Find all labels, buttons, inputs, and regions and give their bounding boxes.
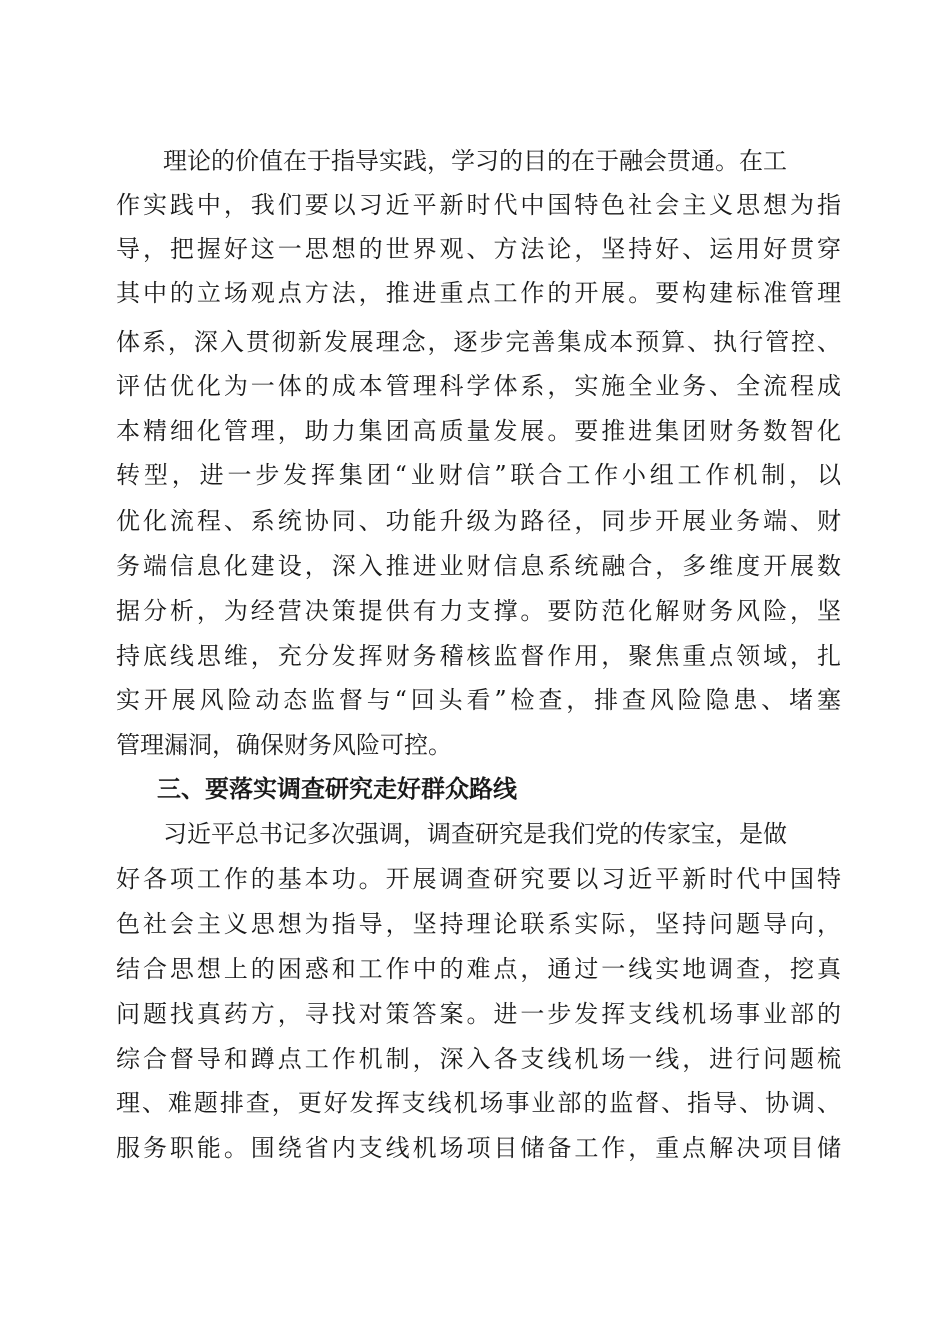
paragraph-1-line-5: 体系，深入贯彻新发展理念，逐步完善集成本预算、执行管控、	[116, 328, 841, 356]
paragraph-2-line-8: 服务职能。围绕省内支线机场项目储备工作，重点解决项目储	[116, 1134, 841, 1162]
paragraph-1-line-11: 据分析，为经营决策提供有力支撑。要防范化解财务风险，坚	[116, 597, 841, 625]
paragraph-1-line-3: 导，把握好这一思想的世界观、方法论，坚持好、运用好贯穿	[116, 235, 841, 263]
paragraph-1-line-1: 理论的价值在于指导实践，学习的目的在于融会贯通。在工	[163, 147, 787, 175]
paragraph-2-line-3: 色社会主义思想为指导，坚持理论联系实际，坚持问题导向，	[116, 910, 841, 938]
paragraph-1-line-6: 评估优化为一体的成本管理科学体系，实施全业务、全流程成	[116, 372, 841, 400]
paragraph-1-line-8: 转型，进一步发挥集团“业财信”联合工作小组工作机制，以	[116, 461, 841, 489]
paragraph-1-line-12: 持底线思维，充分发挥财务稽核监督作用，聚焦重点领域，扎	[116, 642, 841, 670]
paragraph-1-line-2: 作实践中，我们要以习近平新时代中国特色社会主义思想为指	[116, 191, 841, 219]
paragraph-2-line-5: 问题找真药方，寻找对策答案。进一步发挥支线机场事业部的	[116, 1000, 841, 1028]
paragraph-1-line-10: 务端信息化建设，深入推进业财信息系统融合，多维度开展数	[116, 552, 841, 580]
paragraph-2-line-6: 综合督导和蹲点工作机制，深入各支线机场一线，进行问题梳	[116, 1045, 841, 1073]
paragraph-2-line-4: 结合思想上的困惑和工作中的难点，通过一线实地调查，挖真	[116, 955, 841, 983]
paragraph-1-line-7: 本精细化管理，助力集团高质量发展。要推进集团财务数智化	[116, 417, 841, 445]
section-heading-3: 三、要落实调查研究走好群众路线	[157, 775, 517, 803]
paragraph-1-line-9: 优化流程、系统协同、功能升级为路径，同步开展业务端、财	[116, 507, 841, 535]
paragraph-2-line-1: 习近平总书记多次强调，调查研究是我们党的传家宝，是做	[163, 820, 787, 848]
paragraph-1-line-13: 实开展风险动态监督与“回头看”检查，排查风险隐患、堵塞	[116, 686, 841, 714]
paragraph-2-line-2: 好各项工作的基本功。开展调查研究要以习近平新时代中国特	[116, 865, 841, 893]
paragraph-1-line-14: 管理漏洞，确保财务风险可控。	[116, 731, 452, 759]
paragraph-1-line-4: 其中的立场观点方法，推进重点工作的开展。要构建标准管理	[116, 279, 841, 307]
paragraph-2-line-7: 理、难题排查，更好发挥支线机场事业部的监督、指导、协调、	[116, 1089, 841, 1117]
